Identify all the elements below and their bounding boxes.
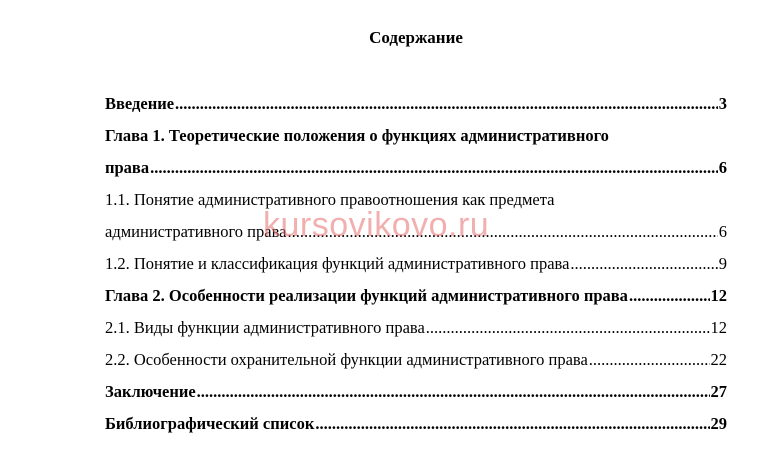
toc-entry-line [105,216,727,248]
toc-entry-line [105,344,727,376]
toc-entry-label: 2.1. Виды функции административного права [105,318,425,337]
toc-dot-leader [287,216,717,248]
toc-entry-line [105,408,727,440]
toc-entry [105,344,727,376]
toc-page-number: 3 [718,94,727,113]
toc-entry-label: права [105,158,150,177]
toc-page-number: 29 [710,414,727,433]
toc-entry-line [105,248,727,280]
toc-dot-leader [589,344,710,376]
toc-page-number: 12 [710,286,727,305]
toc-entry-label: Библиографический список [105,414,315,433]
toc-dot-leader [150,152,718,184]
toc-entry [105,184,727,248]
toc-entry-line [105,280,727,312]
toc-entry [105,120,727,184]
toc-entry [105,312,727,344]
toc-entry-line [105,88,727,120]
toc-page-number: 22 [710,350,727,369]
toc-dot-leader [175,88,718,120]
toc-entry [105,248,727,280]
toc-entry-line [105,312,727,344]
toc-entry-label: 1.2. Понятие и классификация функций административного права [105,254,570,273]
toc-page-number: 27 [710,382,727,401]
toc-entry-first-line: 1.1. Понятие административного правоотношения как предмета [105,190,555,209]
toc-page-number: 12 [710,318,727,337]
toc-page-number: 9 [718,254,727,273]
toc-page-number: 6 [718,158,727,177]
toc-entry-first-line: Глава 1. Теоретические положения о функциях административного [105,126,609,145]
toc-dot-leader [197,376,710,408]
toc-dot-leader [315,408,709,440]
table-of-contents [105,88,727,440]
toc-entry-line [105,152,727,184]
toc-title: Содержание [369,28,463,47]
watermark: kursovikovo.ru [263,206,490,244]
toc-entry-line [105,376,727,408]
toc-entry-label: административного права [105,222,287,241]
toc-entry-label: Глава 2. Особенности реализации функций административного права [105,286,628,305]
toc-page-number: 6 [718,222,727,241]
toc-entry [105,408,727,440]
toc-dot-leader [426,312,710,344]
toc-entry [105,376,727,408]
toc-entry-label: Введение [105,94,175,113]
toc-entry [105,280,727,312]
toc-entry [105,88,727,120]
toc-dot-leader [570,248,717,280]
toc-dot-leader [629,280,710,312]
toc-entry-label: Заключение [105,382,196,401]
toc-entry-label: 2.2. Особенности охранительной функции административного права [105,350,588,369]
